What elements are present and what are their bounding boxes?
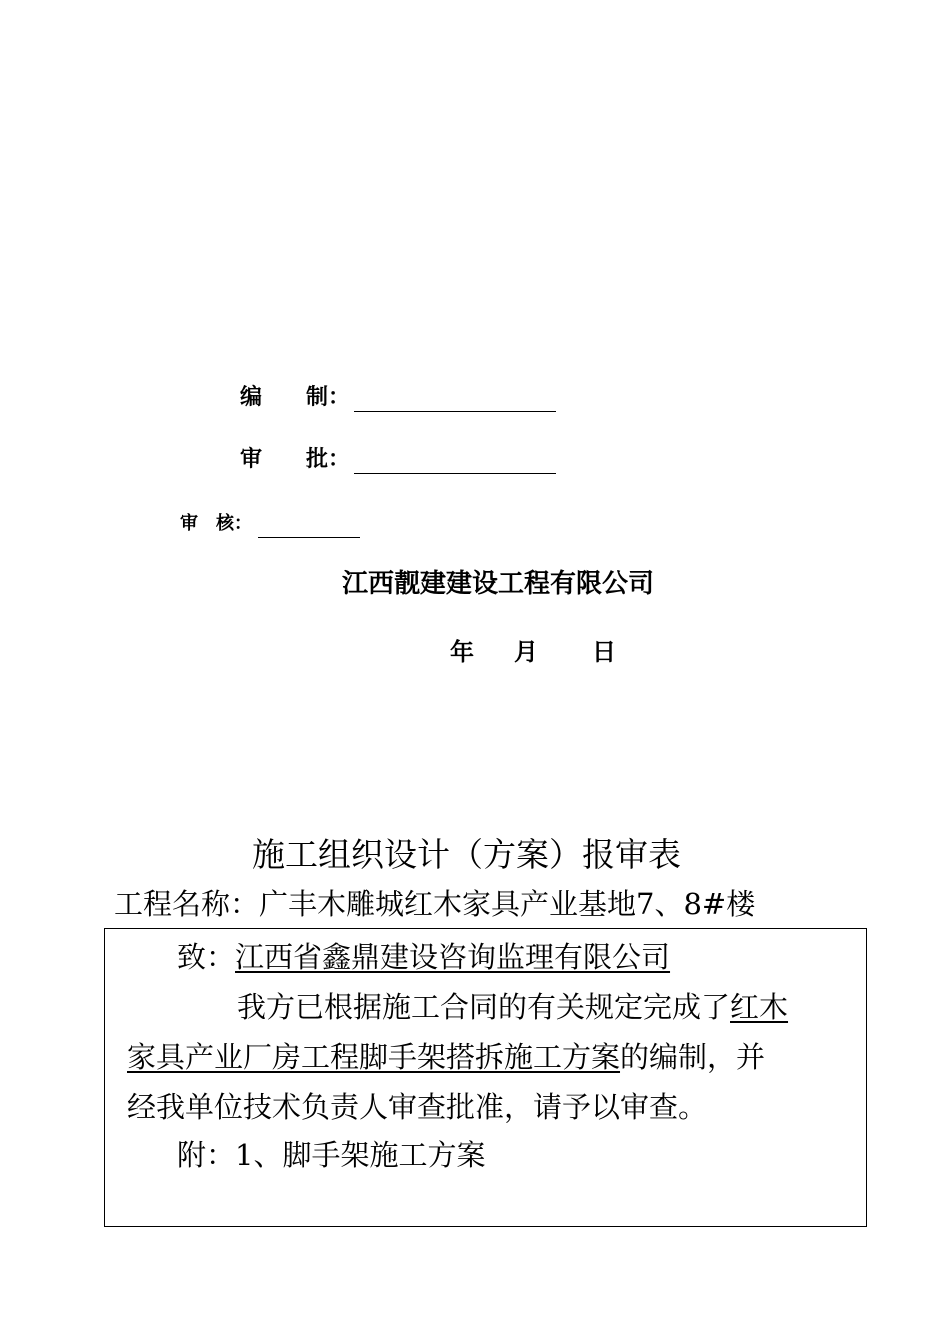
review-label: 审 核： <box>180 513 252 534</box>
body-line-2-text: 的编制，并 <box>620 1040 766 1074</box>
date-year-label: 年 <box>450 638 474 666</box>
approve-signature-line <box>354 451 556 474</box>
compile-signature-line <box>354 389 556 412</box>
date-month-label: 月 <box>514 638 538 666</box>
date-day-label: 日 <box>592 638 616 666</box>
compile-label: 编 制： <box>240 385 351 410</box>
project-name: 广丰木雕城红木家具产业基地7、8#楼 <box>259 887 756 921</box>
signature-row-review <box>180 510 360 538</box>
attachment-line: 附：1、脚手架施工方案 <box>177 1138 486 1172</box>
body-line-1 <box>237 987 788 1027</box>
signature-row-compile <box>240 384 556 412</box>
addressee-company: 江西省鑫鼎建设咨询监理有限公司 <box>235 940 671 974</box>
to-label: 致： <box>177 940 236 974</box>
body-line-3: 经我单位技术负责人审查批准，请予以审查。 <box>127 1090 708 1124</box>
company-name: 江西靓建建设工程有限公司 <box>342 569 655 599</box>
body-line-2 <box>127 1037 765 1077</box>
body-line-1-underlined: 红木 <box>730 990 789 1024</box>
form-content-box <box>104 928 867 1227</box>
review-signature-line <box>258 519 360 538</box>
plan-name-underlined: 家具产业厂房工程脚手架搭拆施工方案 <box>127 1040 621 1074</box>
body-line-1-text: 我方已根据施工合同的有关规定完成了 <box>237 990 731 1024</box>
signature-row-approve <box>240 446 556 474</box>
approve-label: 审 批： <box>240 447 351 472</box>
form-title: 施工组织设计（方案）报审表 <box>252 835 681 874</box>
project-name-line <box>114 884 755 924</box>
project-label: 工程名称： <box>114 887 260 921</box>
addressee-line <box>177 937 670 977</box>
